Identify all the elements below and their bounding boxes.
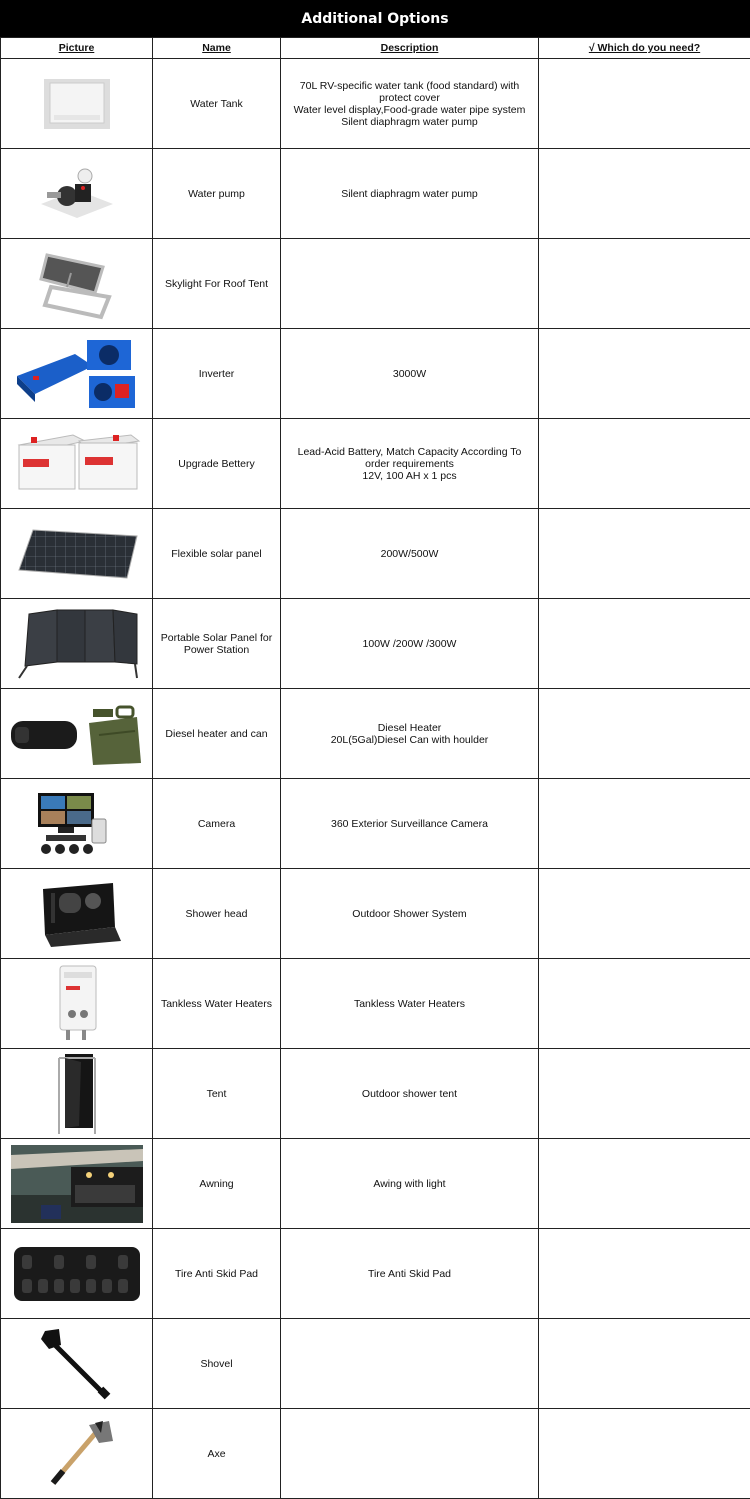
description-line: Outdoor shower tent (281, 1088, 538, 1100)
name-cell: Flexible solar panel (153, 509, 281, 599)
table-row (1, 869, 750, 959)
choice-cell[interactable] (539, 419, 750, 509)
water-heater-icon (52, 964, 102, 1044)
picture-cell (1, 1409, 153, 1499)
description-cell (281, 599, 539, 689)
name-cell: Water pump (153, 149, 281, 239)
choice-cell[interactable] (539, 1229, 750, 1319)
choice-cell[interactable] (539, 1409, 750, 1499)
choice-cell[interactable] (539, 689, 750, 779)
choice-cell[interactable] (539, 149, 750, 239)
picture-cell (1, 329, 153, 419)
table-row (1, 599, 750, 689)
choice-cell[interactable] (539, 1139, 750, 1229)
water-pump-icon (37, 166, 117, 222)
diesel-heater-icon (7, 701, 147, 767)
description-line: Tire Anti Skid Pad (281, 1268, 538, 1280)
description-line: Water level display,Food-grade water pipe system (281, 104, 538, 116)
description-cell (281, 779, 539, 869)
description-line: Outdoor Shower System (281, 908, 538, 920)
shower-head-icon (29, 879, 125, 949)
description-cell (281, 419, 539, 509)
picture-cell (1, 59, 153, 149)
description-cell (281, 239, 539, 329)
header-description: Description (281, 38, 539, 59)
water-tank-icon (42, 75, 112, 133)
battery-icon (13, 431, 141, 497)
name-cell: Upgrade Bettery (153, 419, 281, 509)
choice-cell[interactable] (539, 1049, 750, 1139)
flexible-solar-panel-icon (15, 526, 139, 582)
picture-cell (1, 869, 153, 959)
picture-cell (1, 509, 153, 599)
picture-cell (1, 1139, 153, 1229)
table-row (1, 1229, 750, 1319)
description-cell (281, 689, 539, 779)
options-table (0, 37, 750, 1499)
description-line: Lead-Acid Battery, Match Capacity According To order requirements (281, 446, 538, 470)
name-cell: Inverter (153, 329, 281, 419)
description-cell (281, 1139, 539, 1229)
picture-cell (1, 149, 153, 239)
name-cell: Skylight For Roof Tent (153, 239, 281, 329)
description-cell (281, 59, 539, 149)
axe-icon (37, 1419, 117, 1489)
page-title: Additional Options (0, 0, 750, 37)
name-cell: Tankless Water Heaters (153, 959, 281, 1049)
choice-cell[interactable] (539, 239, 750, 329)
description-cell (281, 149, 539, 239)
picture-cell (1, 779, 153, 869)
description-line: 70L RV-specific water tank (food standard) with protect cover (281, 80, 538, 104)
description-line: 20L(5Gal)Diesel Can with houlder (281, 734, 538, 746)
table-row (1, 1049, 750, 1139)
table-row (1, 149, 750, 239)
choice-cell[interactable] (539, 869, 750, 959)
name-cell: Tire Anti Skid Pad (153, 1229, 281, 1319)
choice-cell[interactable] (539, 509, 750, 599)
picture-cell (1, 1319, 153, 1409)
description-cell (281, 869, 539, 959)
name-cell: Tent (153, 1049, 281, 1139)
description-line: Tankless Water Heaters (281, 998, 538, 1010)
table-row (1, 239, 750, 329)
description-cell (281, 509, 539, 599)
picture-cell (1, 1229, 153, 1319)
picture-cell (1, 959, 153, 1049)
name-cell: Water Tank (153, 59, 281, 149)
description-cell (281, 1319, 539, 1409)
choice-cell[interactable] (539, 959, 750, 1049)
shovel-icon (37, 1327, 117, 1401)
description-cell (281, 1049, 539, 1139)
picture-cell (1, 599, 153, 689)
header-picture: Picture (1, 38, 153, 59)
description-cell (281, 1229, 539, 1319)
inverter-icon (15, 336, 139, 412)
choice-cell[interactable] (539, 779, 750, 869)
picture-cell (1, 1049, 153, 1139)
name-cell: Portable Solar Panel for Power Station (153, 599, 281, 689)
portable-solar-panel-icon (15, 608, 139, 680)
table-header-row (1, 38, 750, 59)
picture-cell (1, 689, 153, 779)
name-cell: Diesel heater and can (153, 689, 281, 779)
description-line: 12V, 100 AH x 1 pcs (281, 470, 538, 482)
description-line: Silent diaphragm water pump (281, 116, 538, 128)
description-line: Diesel Heater (281, 722, 538, 734)
tent-icon (51, 1052, 103, 1136)
table-row (1, 509, 750, 599)
table-row (1, 959, 750, 1049)
description-line: Awing with light (281, 1178, 538, 1190)
name-cell: Axe (153, 1409, 281, 1499)
description-cell (281, 959, 539, 1049)
name-cell: Awning (153, 1139, 281, 1229)
table-row (1, 1139, 750, 1229)
description-line: 200W/500W (281, 548, 538, 560)
skylight-icon (37, 247, 117, 321)
description-cell (281, 329, 539, 419)
header-name: Name (153, 38, 281, 59)
choice-cell[interactable] (539, 1319, 750, 1409)
table-row (1, 419, 750, 509)
table-row (1, 1319, 750, 1409)
header-choice: √ Which do you need? (539, 38, 750, 59)
choice-cell[interactable] (539, 599, 750, 689)
table-row (1, 689, 750, 779)
picture-cell (1, 419, 153, 509)
awning-icon (11, 1145, 143, 1223)
name-cell: Shovel (153, 1319, 281, 1409)
description-line: 360 Exterior Surveillance Camera (281, 818, 538, 830)
skid-pad-icon (12, 1243, 142, 1305)
name-cell: Camera (153, 779, 281, 869)
table-row (1, 1409, 750, 1499)
description-line: 100W /200W /300W (281, 638, 538, 650)
description-cell (281, 1409, 539, 1499)
table-row (1, 329, 750, 419)
choice-cell[interactable] (539, 329, 750, 419)
name-cell: Shower head (153, 869, 281, 959)
camera-icon (32, 791, 122, 857)
table-row (1, 779, 750, 869)
description-line: 3000W (281, 368, 538, 380)
table-row (1, 59, 750, 149)
description-line: Silent diaphragm water pump (281, 188, 538, 200)
picture-cell (1, 239, 153, 329)
choice-cell[interactable] (539, 59, 750, 149)
